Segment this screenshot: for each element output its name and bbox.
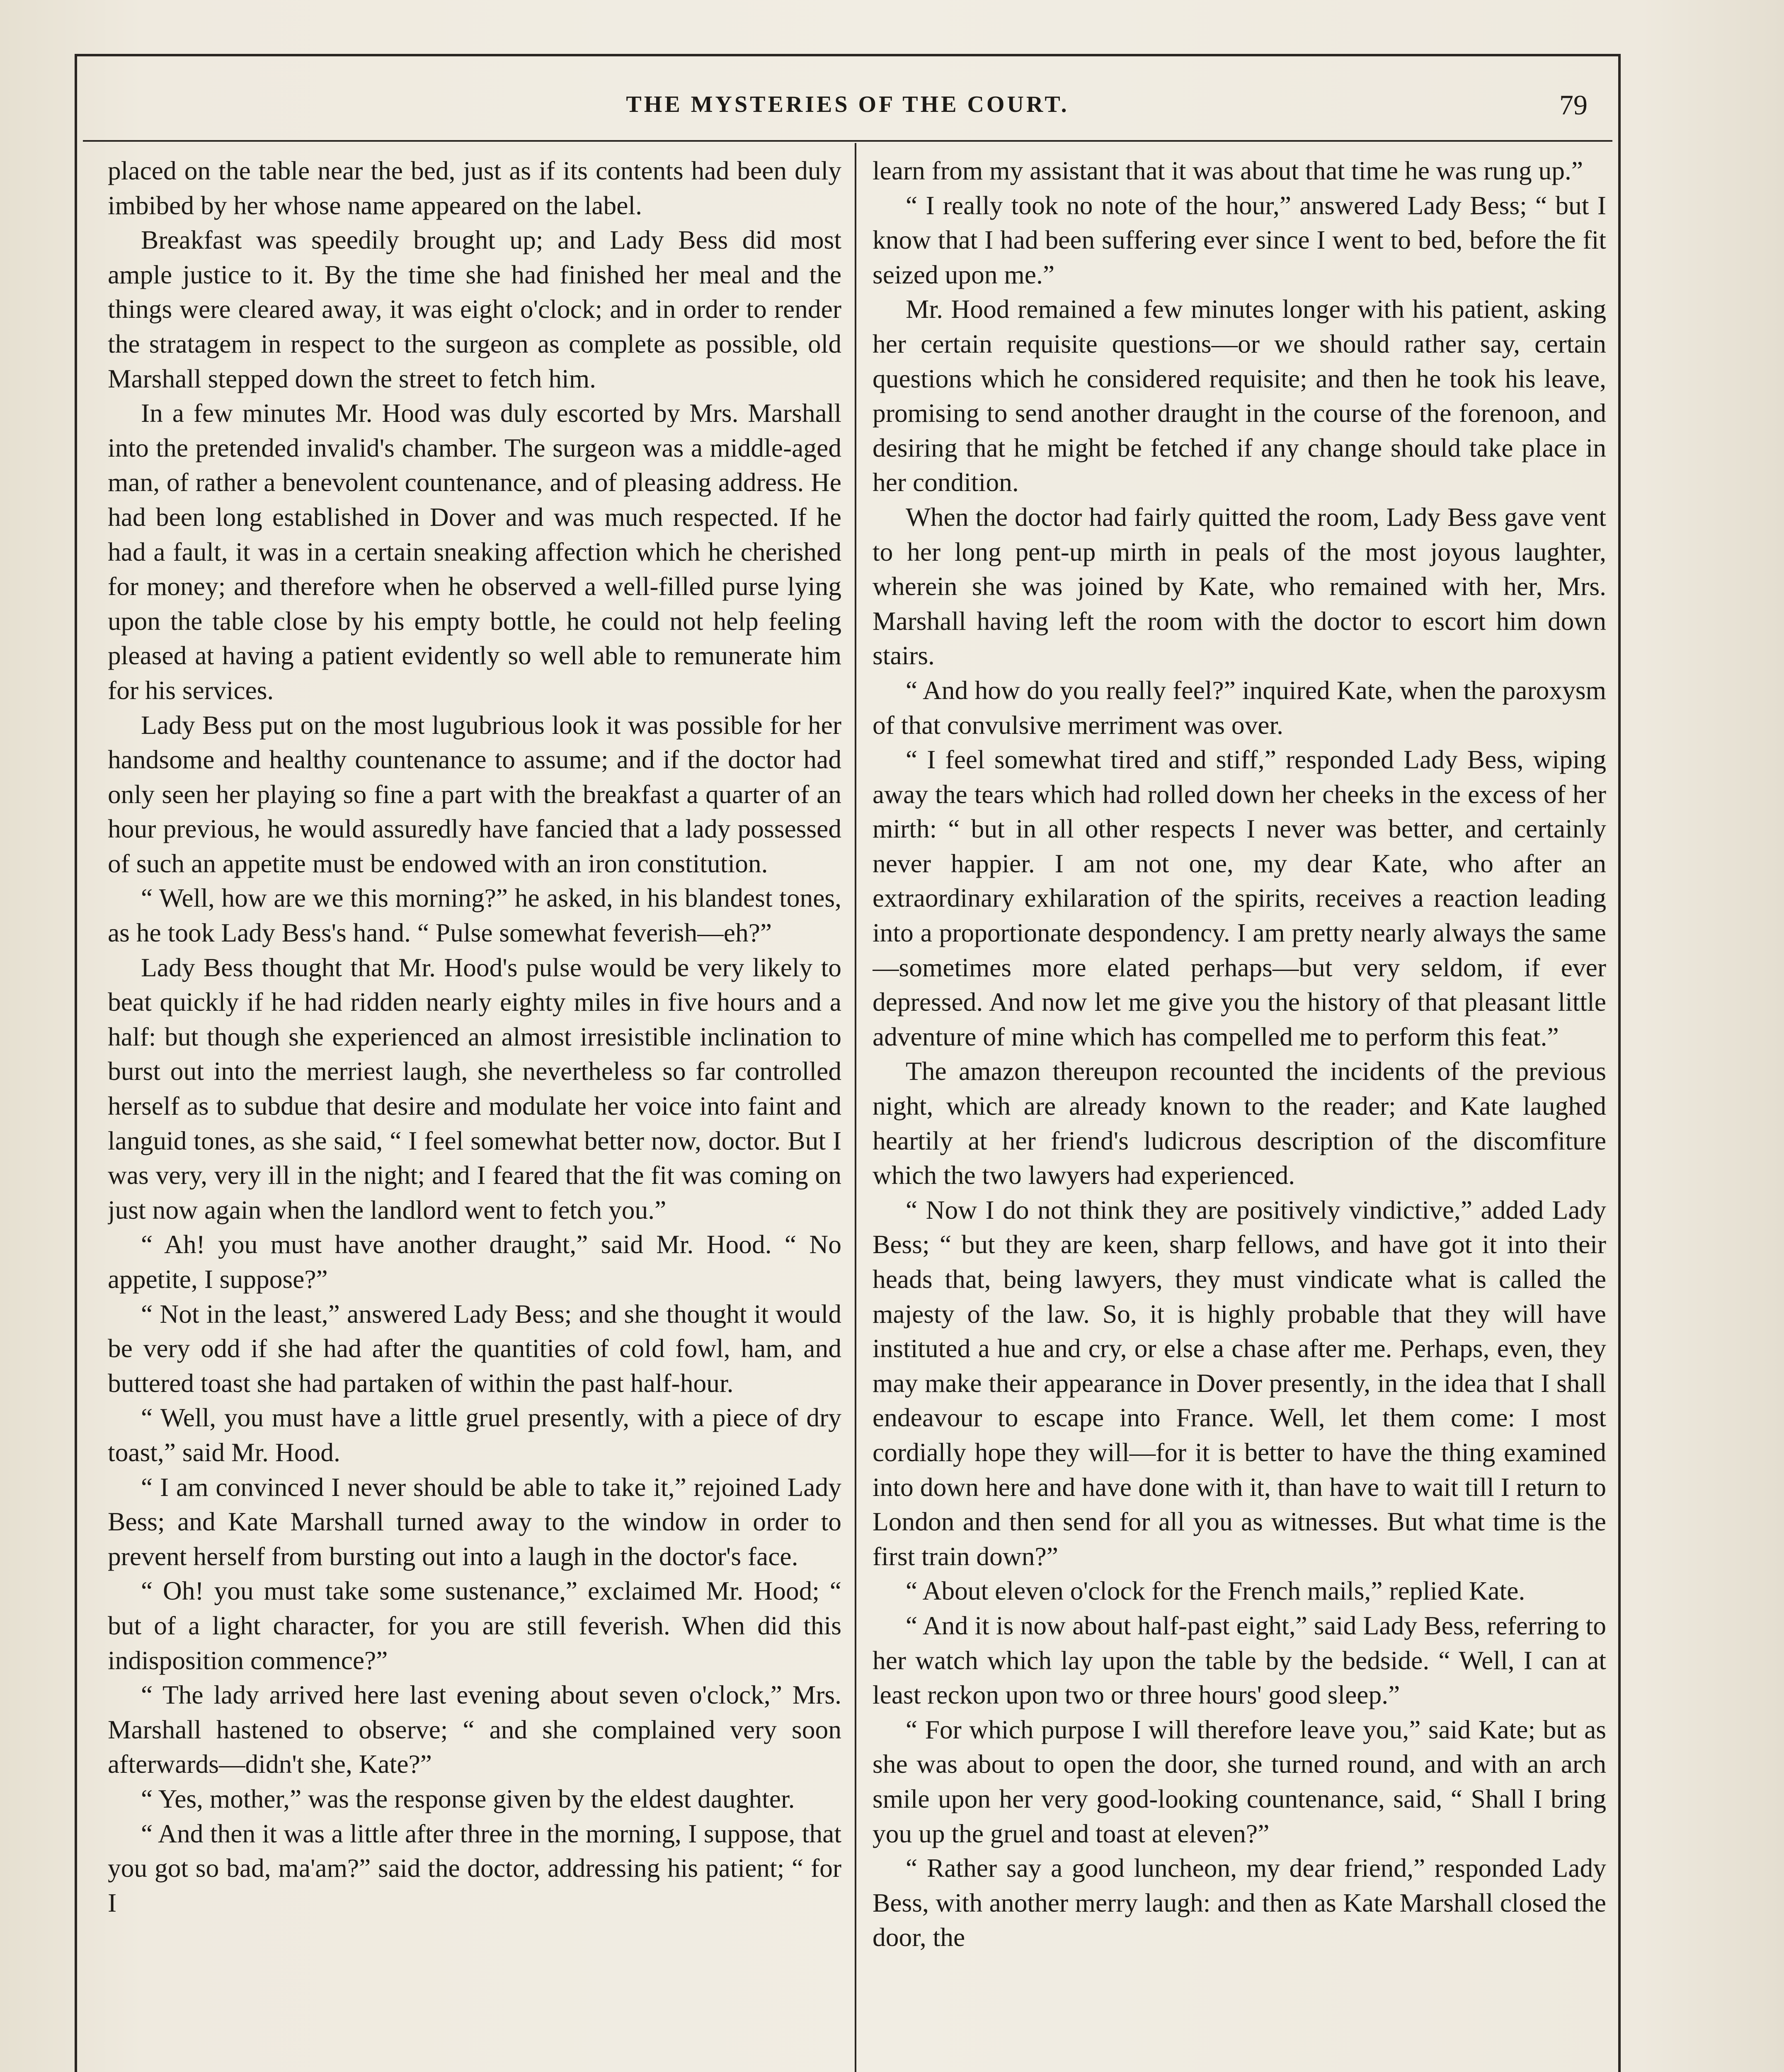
paragraph: “ Oh! you must take some sustenance,” exclaimed Mr. Hood; “ but of a light character, for you are still feverish. When did this indisposition commence?” (108, 1576, 841, 1675)
paragraph: Lady Bess thought that Mr. Hood's pulse would be very likely to beat quickly if he had ridden nearly eighty miles in five hours and a half: but though she experienced an almost irresistible inclination to burst out into the merriest laugh, she nevertheless so far controlled herself as to subdue that desire and modulate her voice into faint and languid tones, as she said, “ I feel somewhat better now, doctor. But I was very, very ill in the night; and I feared that the fit was coming on just now again when the landlord went to fetch you.” (108, 952, 841, 1225)
running-title: THE MYSTERIES OF THE COURT. (626, 92, 1069, 117)
paragraph: learn from my assistant that it was about that time he was rung up.” (873, 156, 1583, 185)
paragraph: “ And how do you really feel?” inquired Kate, when the paroxysm of that convulsive merriment was over. (873, 675, 1606, 740)
paragraph: Lady Bess put on the most lugubrious look it was possible for her handsome and healthy countenance to assume; and if the doctor had only seen her playing so fine a part with the breakfast a quarter of an hour previous, he would assuredly have fancied that a lady possessed of such an appetite must be endowed with an iron constitution. (108, 710, 841, 878)
paragraph: “ And it is now about half-past eight,” said Lady Bess, referring to her watch which lay upon the table by the bedside. “ Well, I can at least reckon upon two or three hours' good sleep.” (873, 1610, 1606, 1710)
paragraph: “ And then it was a little after three in the morning, I suppose, that you got so bad, ma'am?” said the doctor, addressing his patient; “ for I (108, 1818, 841, 1917)
paragraph: “ Well, how are we this morning?” he asked, in his blandest tones, as he took Lady Bess's hand. “ Pulse somewhat feverish—eh?” (108, 883, 841, 948)
paragraph: When the doctor had fairly quitted the room, Lady Bess gave vent to her long pent-up mirth in peals of the most joyous laughter, wherein she was joined by Kate, who remained with her, Mrs. Marshall having left the room with the doctor to escort him down stairs. (873, 502, 1606, 670)
paragraph: “ Rather say a good luncheon, my dear friend,” responded Lady Bess, with another merry laugh: and then as Kate Marshall closed the door, the (873, 1853, 1606, 1952)
paragraph: placed on the table near the bed, just as if its contents had been duly imbibed by her whose name appeared on the label. (108, 156, 841, 220)
header-rule (83, 140, 1612, 142)
paragraph: “ The lady arrived here last evening about seven o'clock,” Mrs. Marshall hastened to observe; “ and she complained very soon afterwards—didn't she, Kate?” (108, 1680, 841, 1779)
left-column (108, 153, 841, 2072)
paragraph: “ Ah! you must have another draught,” said Mr. Hood. “ No appetite, I suppose?” (108, 1230, 841, 1294)
paragraph: “ Yes, mother,” was the response given by the eldest daughter. (141, 1784, 795, 1813)
paragraph: “ I really took no note of the hour,” answered Lady Bess; “ but I know that I had been suffering ever since I went to bed, before the fit seized upon me.” (873, 190, 1606, 289)
paragraph: “ About eleven o'clock for the French mails,” replied Kate. (906, 1576, 1525, 1606)
paragraph: “ For which purpose I will therefore leave you,” said Kate; but as she was about to open the door, she turned round, and with an arch smile upon her very good-looking countenance, said, “ Shall I bring you up the gruel and toast at eleven?” (873, 1714, 1606, 1848)
paragraph: Breakfast was speedily brought up; and Lady Bess did most ample justice to it. By the time she had finished her meal and the things were cleared away, it was eight o'clock; and in order to render the stratagem in respect to the surgeon as complete as possible, old Marshall stepped down the street to fetch him. (108, 225, 841, 393)
column-divider (855, 143, 856, 2072)
paragraph: The amazon thereupon recounted the incidents of the previous night, which are already known to the reader; and Kate laughed heartily at her friend's ludicrous description of the discomfiture which the two lawyers had experienced. (873, 1056, 1606, 1190)
page-number: 79 (1559, 89, 1588, 121)
paragraph: “ Now I do not think they are positively vindictive,” added Lady Bess; “ but they are keen, sharp fellows, and have got it into their heads that, being lawyers, they must vindicate what is called the majesty of the law. So, it is highly probable that they will have instituted a hue and cry, or else a chase after me. Perhaps, even, they may make their appearance in Dover presently, in the idea that I shall endeavour to escape into France. Well, let them come: I most cordially hope they will—for it is better to have the thing examined into down here and have done with it, than have to wait till I return to London and then send for all you as witnesses. But what time is the first train down?” (873, 1195, 1606, 1571)
paragraph: In a few minutes Mr. Hood was duly escorted by Mrs. Marshall into the pretended invalid's chamber. The surgeon was a middle-aged man, of rather a benevolent countenance, and of pleasing address. He had been long established in Dover and was much respected. If he had a fault, it was in a certain sneaking affection which he cherished for money; and therefore when he observed a well-filled purse lying upon the table close by his empty bottle, he could not help feeling pleased at having a patient evidently so well able to remunerate him for his services. (108, 398, 841, 705)
paragraph: “ Well, you must have a little gruel presently, with a piece of dry toast,” said Mr. Hood. (108, 1403, 841, 1467)
page-header (83, 91, 1612, 137)
paragraph: “ I am convinced I never should be able to take it,” rejoined Lady Bess; and Kate Marshall turned away to the window in order to prevent herself from bursting out into a laugh in the doctor's face. (108, 1472, 841, 1571)
paragraph: Mr. Hood remained a few minutes longer with his patient, asking her certain requisite questions—or we should rather say, certain questions which he considered requisite; and then he took his leave, promising to send another draught in the course of the forenoon, and desiring that he might be fetched if any change should take place in her condition. (873, 294, 1606, 497)
right-column (873, 153, 1606, 2072)
paragraph: “ Not in the least,” answered Lady Bess; and she thought it would be very odd if she had after the quantities of cold fowl, ham, and buttered toast she had partaken of within the past half-hour. (108, 1299, 841, 1398)
paragraph: “ I feel somewhat tired and stiff,” responded Lady Bess, wiping away the tears which had rolled down her cheeks in the excess of her mirth: “ but in all other respects I never was better, and certainly never happier. I am not one, my dear Kate, who after an extraordinary exhilaration of the spirits, receives a reaction leading into a proportionate despondency. I am pretty nearly always the same—sometimes more elated perhaps—but very seldom, if ever depressed. And now let me give you the history of that pleasant little adventure of mine which has compelled me to perform this feat.” (873, 745, 1606, 1051)
